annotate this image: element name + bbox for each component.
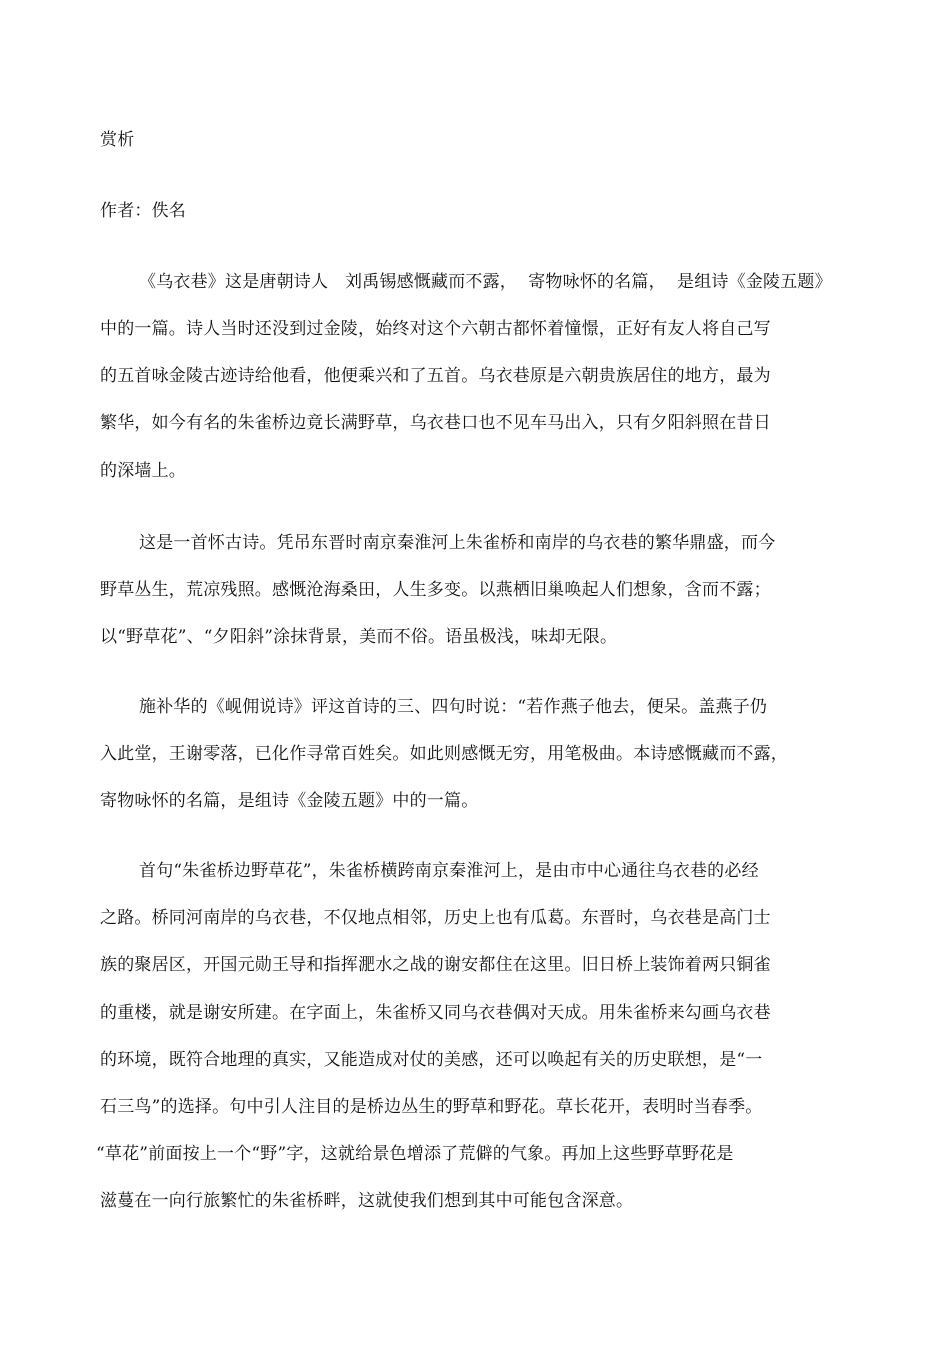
paragraph-4-line-1: 首句“朱雀桥边野草花”，朱雀桥横跨南京秦淮河上，是由市中心通往乌衣巷的必经 bbox=[139, 861, 759, 881]
paragraph-2-line-3: 以“野草花”、“夕阳斜”涂抹背景，美而不俗。语虽极浅，味却无限。 bbox=[100, 627, 618, 647]
section-heading: 赏析 bbox=[100, 130, 135, 150]
paragraph-1-line-4: 繁华，如今有名的朱雀桥边竟长满野草，乌衣巷口也不见车马出入，只有夕阳斜照在昔日 bbox=[100, 413, 771, 433]
paragraph-3-line-3: 寄物咏怀的名篇，是组诗《金陵五题》中的一篇。 bbox=[100, 791, 479, 811]
paragraph-3-line-2: 入此堂，王谢零落，已化作寻常百姓矣。如此则感慨无穷，用笔极曲。本诗感慨藏而不露， bbox=[100, 744, 788, 764]
paragraph-1-line-5: 的深墙上。 bbox=[100, 461, 186, 481]
paragraph-4-line-6: 石三鸟”的选择。句中引人注目的是桥边丛生的野草和野花。草长花开，表明时当春季。 bbox=[100, 1097, 763, 1117]
paragraph-4-line-2: 之路。桥同河南岸的乌衣巷，不仅地点相邻，历史上也有瓜葛。东晋时，乌衣巷是高门士 bbox=[100, 908, 771, 928]
paragraph-1-line-3: 的五首咏金陵古迹诗给他看，他便乘兴和了五首。乌衣巷原是六朝贵族居住的地方，最为 bbox=[100, 366, 771, 386]
paragraph-3-line-1: 施补华的《岘佣说诗》评这首诗的三、四句时说：“若作燕子他去，便呆。盖燕子仍 bbox=[139, 697, 768, 717]
paragraph-1-line-1: 《乌衣巷》这是唐朝诗人 刘禹锡感慨藏而不露， 寄物咏怀的名篇， 是组诗《金陵五题》 bbox=[139, 272, 832, 292]
paragraph-4-line-7: “草花”前面按上一个“野”字，这就给景色增添了荒僻的气象。再加上这些野草野花是 bbox=[96, 1144, 734, 1164]
paragraph-2-line-1: 这是一首怀古诗。凭吊东晋时南京秦淮河上朱雀桥和南岸的乌衣巷的繁华鼎盛，而今 bbox=[139, 533, 776, 553]
paragraph-4-line-4: 的重楼，就是谢安所建。在字面上，朱雀桥又同乌衣巷偶对天成。用朱雀桥来勾画乌衣巷 bbox=[100, 1003, 771, 1023]
paragraph-4-line-8: 滋蔓在一向行旅繁忙的朱雀桥畔，这就使我们想到其中可能包含深意。 bbox=[100, 1191, 634, 1211]
author-line: 作者：佚名 bbox=[100, 201, 186, 221]
paragraph-1-line-2: 中的一篇。诗人当时还没到过金陵，始终对这个六朝古都怀着憧憬，正好有友人将自己写 bbox=[100, 319, 771, 339]
paragraph-2-line-2: 野草丛生，荒凉残照。感慨沧海桑田，人生多变。以燕栖旧巢唤起人们想象，含而不露； bbox=[100, 580, 771, 600]
paragraph-4-line-3: 族的聚居区，开国元勋王导和指挥淝水之战的谢安都住在这里。旧日桥上装饰着两只铜雀 bbox=[100, 955, 771, 975]
paragraph-4-line-5: 的环境，既符合地理的真实，又能造成对仗的美感，还可以唤起有关的历史联想，是“一 bbox=[100, 1050, 763, 1070]
